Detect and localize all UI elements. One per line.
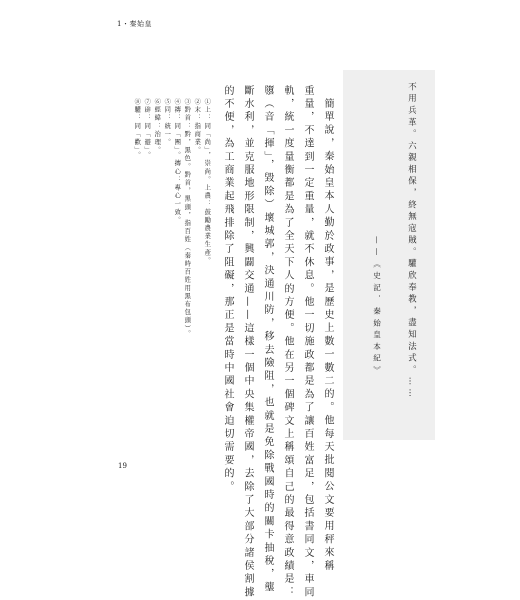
body-column: 的不便，為工商業起飛排除了阻礙，那正是當時中國社會迫切需要的。 (222, 85, 233, 495)
annotation: ①上：同「尚」，崇尚。上農：鼓勵農業生產。 (203, 98, 211, 265)
annotation: ⑤同：統一。 (163, 98, 171, 147)
annotation: ④摶：同「團」。摶心：專心一致。 (173, 98, 181, 225)
quote-source: ——《史記．秦始皇本紀》 (372, 236, 382, 378)
quote-box (343, 70, 435, 440)
annotation: ⑦辟：同「避」。 (143, 98, 151, 160)
body-column: 隳（音「揮」，毀除）壞城郭，決通川防，移去險阻，也就是免除戰國時的關卡抽稅，壟 (262, 85, 273, 595)
page-number: 19 (118, 462, 127, 470)
body-column: 斷水利，並克服地形限制，興闢交通——這樣一個中央集權帝國，去除了大部分諸侯割據 (242, 85, 253, 600)
annotation: ⑥經緯：治理。 (153, 98, 161, 155)
quote-text: 不用兵革。六親相保，終無寇賊。驩欣奉教，盡知法式。…… (407, 82, 418, 401)
annotation: ⑧驩：同「歡」。 (133, 98, 141, 160)
body-column: 軌，統一度量衡都是為了全天下人的方便。他在另一個碑文上稱頌自己的最得意政績是： (282, 85, 293, 600)
annotation: ②末：指商業。 (193, 98, 201, 155)
body-column: 簡單說，秦始皇本人勤於政事，是歷史上數一數二的。他每天批閱公文要用秤來稱 (322, 98, 333, 574)
body-column: 重量，不達到一定重量，就不休息。他一切施政都是為了讓百姓富足，包括書同文，車同 (302, 85, 313, 600)
annotation: ③黔首：黔，黑色。黔首，黑頭，指百姓（秦時百姓用黑布包頭）。 (183, 98, 191, 338)
running-header: 1・秦始皇 (117, 20, 152, 28)
